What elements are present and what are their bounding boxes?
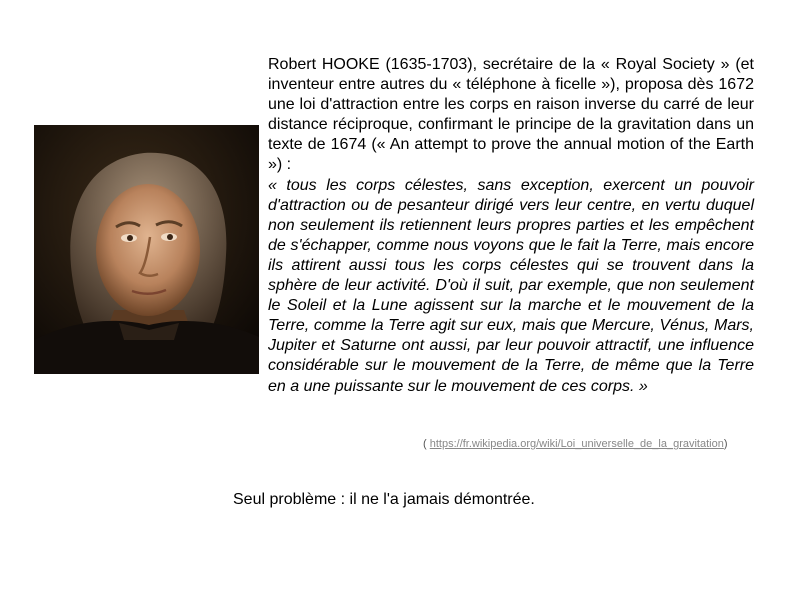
- source-open-paren: (: [423, 438, 430, 450]
- conclusion-text: Seul problème : il ne l'a jamais démontrée.: [233, 491, 535, 508]
- main-text-block: [268, 55, 754, 397]
- source-link[interactable]: https://fr.wikipedia.org/wiki/Loi_universelle_de_la_gravitation: [429, 438, 724, 450]
- intro-paragraph: Robert HOOKE (1635-1703), secrétaire de la « Royal Society » (et inventeur entre autres du « téléphone à ficelle »), proposa dès 1672 une loi d'attraction entre les corps en raison inverse du carré de leur distance réciproque, confirmant le principe de la gravitation dans un texte de 1674 (« An attempt to prove the annual motion of the Earth ») :: [268, 56, 754, 174]
- source-citation: [423, 438, 728, 450]
- portrait-painting: [34, 125, 259, 374]
- portrait-image: [34, 125, 259, 374]
- source-close-paren: ): [723, 438, 728, 450]
- hooke-quote: « tous les corps célestes, sans exception, exercent un pouvoir d'attraction ou de pesanteur dirigé vers leur centre, en vertu duquel non seulement ils retiennent leurs propres parties et les empêchent de s'échapper, comme nous voyons que le fait la Terre, mais encore ils attirent aussi tous les corps célestes qui se trouvent dans la sphère de leur activité. D'où il suit, par exemple, que non seulement le Soleil et la Lune agissent sur la marche et le mouvement de la Terre, comme la Terre agit sur eux, mais que Mercure, Vénus, Mars, Jupiter et Saturne ont aussi, par leur pouvoir attractif, une influence considérable sur le mouvement de la Terre, de même que la Terre en a une puissante sur le mouvement de ces corps. »: [268, 176, 754, 395]
